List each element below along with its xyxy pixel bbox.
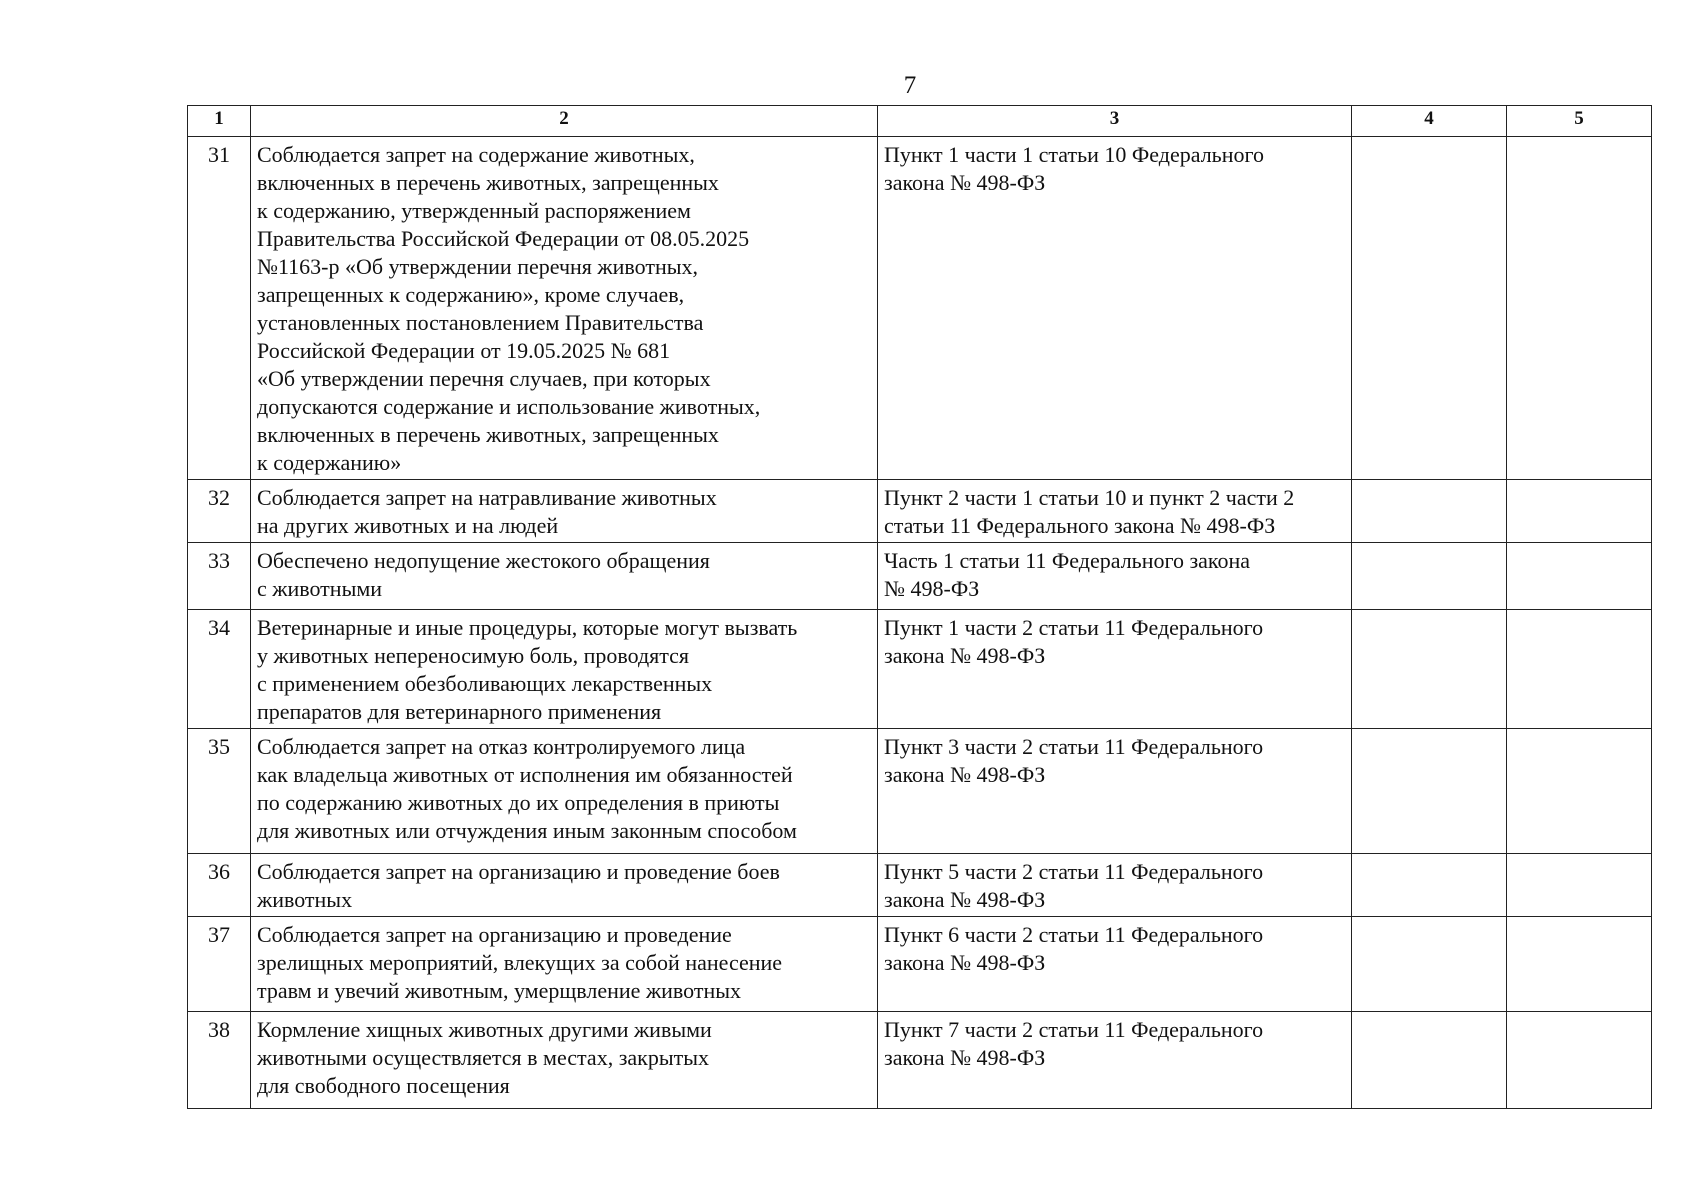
answer-cell-col5 [1507,729,1652,854]
header-col-4: 4 [1352,106,1507,137]
answer-cell-col4 [1352,917,1507,1012]
requirement-text: Обеспечено недопущение жестокого обращения с животными [251,543,878,610]
requirement-text: Ветеринарные и иные процедуры, которые могут вызвать у животных непереносимую боль, проводятся с применением обезболивающих лекарственных препаратов для ветеринарного применения [251,610,878,729]
header-row [188,106,1652,137]
row-number: 35 [188,729,251,854]
legal-reference: Пункт 6 части 2 статьи 11 Федерального закона № 498-ФЗ [878,917,1352,1012]
row-number: 31 [188,137,251,480]
header-col-5: 5 [1507,106,1652,137]
table-row [188,137,1652,480]
requirement-text: Соблюдается запрет на организацию и проведение зрелищных мероприятий, влекущих за собой нанесение травм и увечий животным, умерщвление животных [251,917,878,1012]
table-row [188,917,1652,1012]
answer-cell-col4 [1352,1012,1507,1109]
answer-cell-col5 [1507,1012,1652,1109]
requirement-text: Кормление хищных животных другими живыми животными осуществляется в местах, закрытых для свободного посещения [251,1012,878,1109]
answer-cell-col5 [1507,917,1652,1012]
answer-cell-col5 [1507,610,1652,729]
answer-cell-col5 [1507,137,1652,480]
answer-cell-col5 [1507,480,1652,543]
header-col-2: 2 [251,106,878,137]
answer-cell-col5 [1507,854,1652,917]
table-header [188,106,1652,137]
page-number: 7 [903,72,917,99]
table-row [188,543,1652,610]
row-number: 38 [188,1012,251,1109]
table-body [188,137,1652,1109]
answer-cell-col4 [1352,543,1507,610]
requirement-text: Соблюдается запрет на содержание животных, включенных в перечень животных, запрещенных к содержанию, утвержденный распоряжением Правительства Российской Федерации от 08.05.2025 №1163-р «Об утверждении перечня животных, запрещенных к содержанию», кроме случаев, установленных постановлением Правительства Российской Федерации от 19.05.2025 № 681 «Об утверждении перечня случаев, при которых допускаются содержание и использование животных, включенных в перечень животных, запрещенных к содержанию» [251,137,878,480]
requirement-text: Соблюдается запрет на организацию и проведение боев животных [251,854,878,917]
answer-cell-col5 [1507,543,1652,610]
answer-cell-col4 [1352,137,1507,480]
header-col-1: 1 [188,106,251,137]
header-col-3: 3 [878,106,1352,137]
legal-reference: Пункт 5 части 2 статьи 11 Федерального закона № 498-ФЗ [878,854,1352,917]
row-number: 37 [188,917,251,1012]
table-row [188,610,1652,729]
answer-cell-col4 [1352,729,1507,854]
table-row [188,480,1652,543]
legal-reference: Пункт 7 части 2 статьи 11 Федерального закона № 498-ФЗ [878,1012,1352,1109]
checklist-table [187,105,1652,1109]
answer-cell-col4 [1352,610,1507,729]
table-row [188,854,1652,917]
answer-cell-col4 [1352,480,1507,543]
legal-reference: Часть 1 статьи 11 Федерального закона № 498-ФЗ [878,543,1352,610]
legal-reference: Пункт 3 части 2 статьи 11 Федерального закона № 498-ФЗ [878,729,1352,854]
requirement-text: Соблюдается запрет на натравливание животных на других животных и на людей [251,480,878,543]
row-number: 32 [188,480,251,543]
requirement-text: Соблюдается запрет на отказ контролируемого лица как владельца животных от исполнения им обязанностей по содержанию животных до их определения в приюты для животных или отчуждения иным законным способом [251,729,878,854]
legal-reference: Пункт 2 части 1 статьи 10 и пункт 2 части 2 статьи 11 Федерального закона № 498-ФЗ [878,480,1352,543]
row-number: 34 [188,610,251,729]
legal-reference: Пункт 1 части 1 статьи 10 Федерального закона № 498-ФЗ [878,137,1352,480]
table-row [188,729,1652,854]
row-number: 36 [188,854,251,917]
table-row [188,1012,1652,1109]
legal-reference: Пункт 1 части 2 статьи 11 Федерального закона № 498-ФЗ [878,610,1352,729]
answer-cell-col4 [1352,854,1507,917]
row-number: 33 [188,543,251,610]
